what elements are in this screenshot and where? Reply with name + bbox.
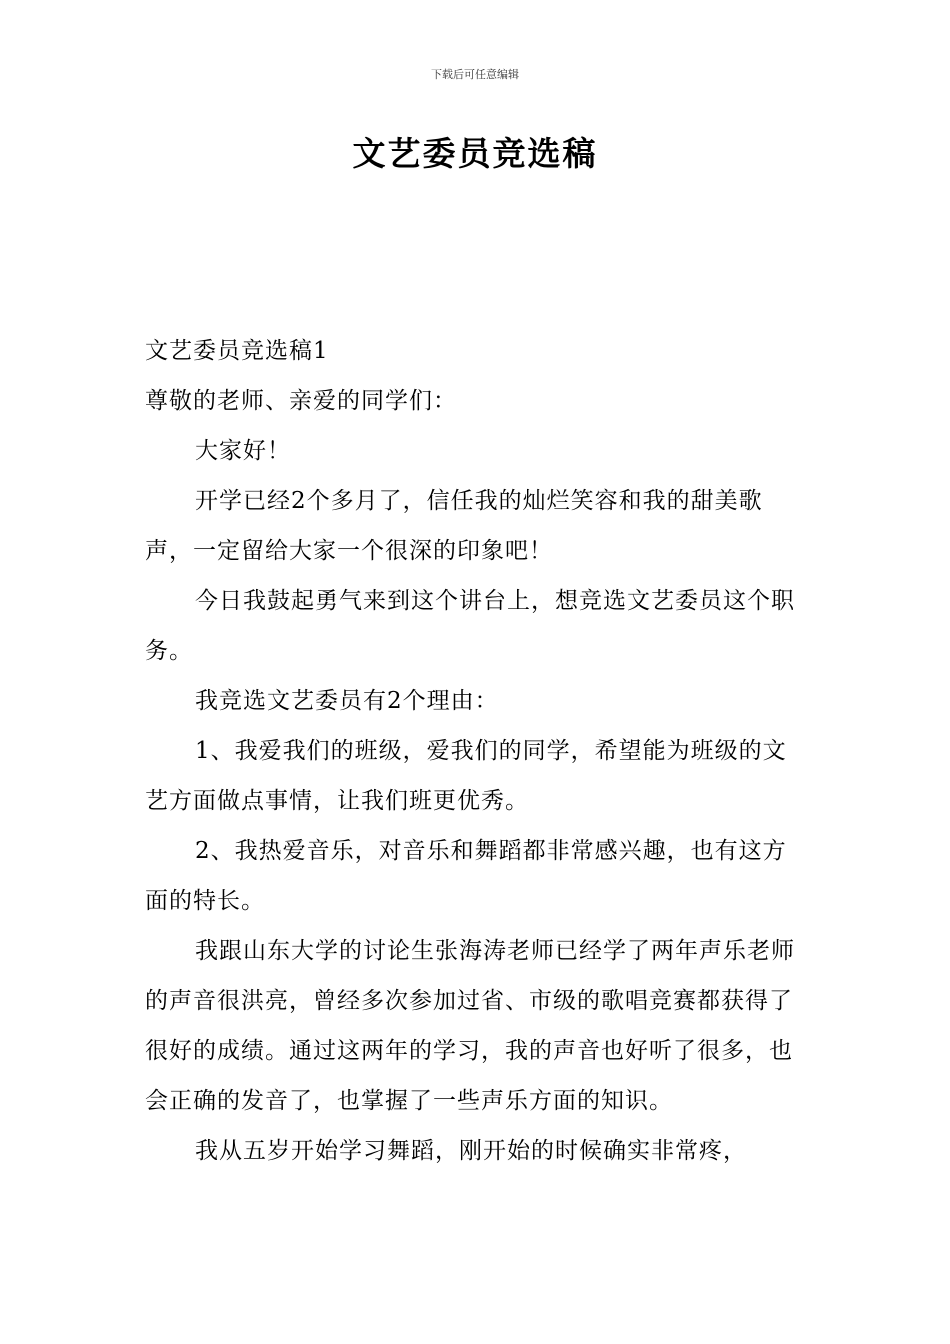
paragraph-intro: 开学已经2个多月了，信任我的灿烂笑容和我的甜美歌声，一定留给大家一个很深的印象吧！ [145, 488, 763, 564]
paragraph-purpose: 今日我鼓起勇气来到这个讲台上，想竞选文艺委员这个职务。 [145, 588, 795, 664]
salutation: 尊敬的老师、亲爱的同学们： [145, 388, 457, 414]
header-note: 下载后可任意编辑 [431, 68, 519, 81]
paragraph-reasons-lead: 我竞选文艺委员有2个理由： [195, 688, 499, 714]
paragraph-reason-2: 2、我热爱音乐，对音乐和舞蹈都非常感兴趣，也有这方面的特长。 [145, 838, 787, 914]
document-title: 文艺委员竞选稿 [352, 134, 598, 173]
paragraph-vocal-study: 我跟山东大学的讨论生张海涛老师已经学了两年声乐老师的声音很洪亮，曾经多次参加过省、市级的歌唱竞赛都获得了很好的成绩。通过这两年的学习，我的声音也好听了很多，也会正确的发音了，也掌握了一些声乐方面的知识。 [145, 938, 795, 1114]
paragraph-reason-1: 1、我爱我们的班级，爱我们的同学，希望能为班级的文艺方面做点事情，让我们班更优秀。 [145, 738, 787, 814]
section-heading: 文艺委员竞选稿1 [145, 338, 329, 364]
document-body [145, 326, 810, 1176]
paragraph-greeting: 大家好！ [195, 438, 291, 464]
paragraph-dance-study: 我从五岁开始学习舞蹈，刚开始的时候确实非常疼， [195, 1138, 747, 1164]
